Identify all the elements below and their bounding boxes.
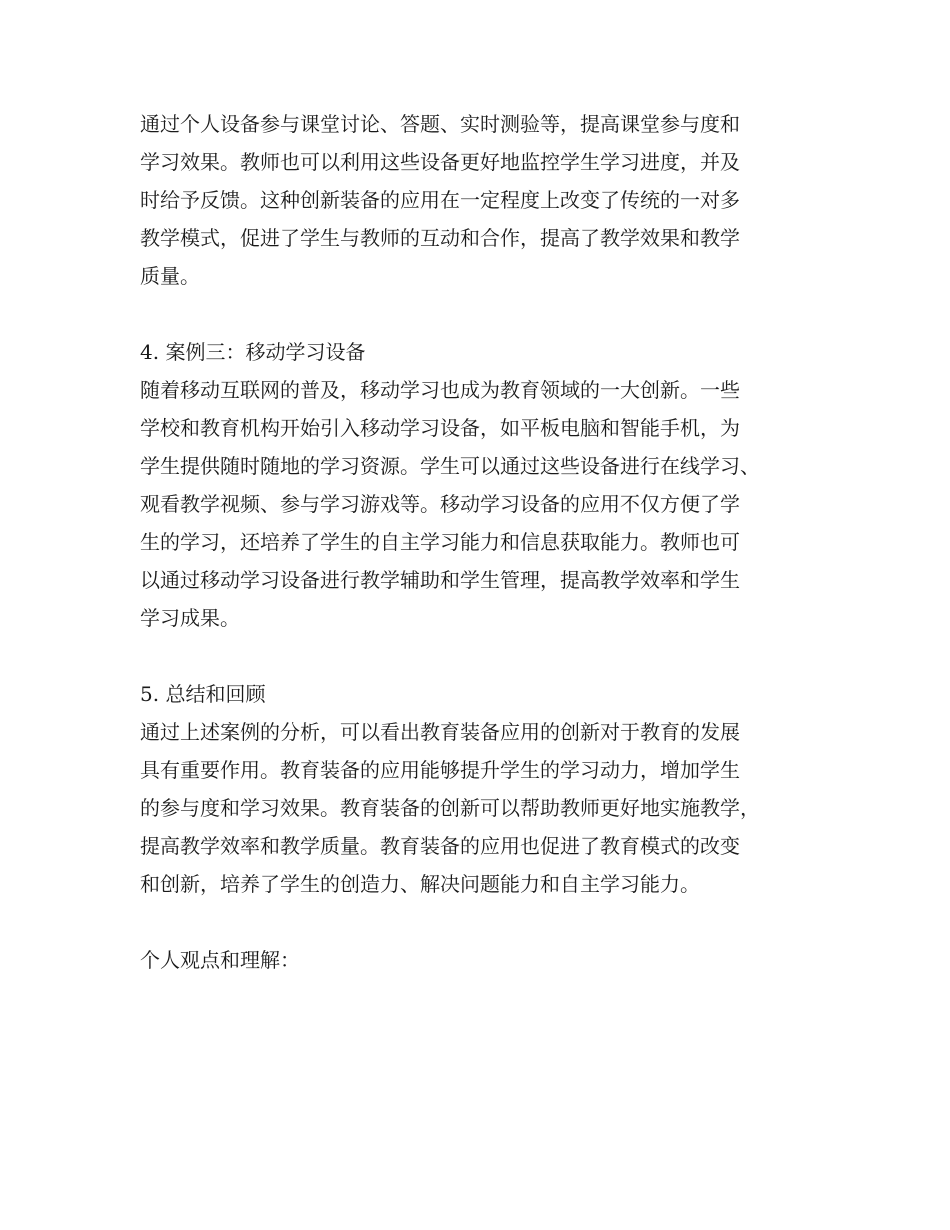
text-line: 以通过移动学习设备进行教学辅助和学生管理，提高教学效率和学生 bbox=[140, 568, 740, 592]
text-line: 随着移动互联网的普及，移动学习也成为教育领域的一大创新。一些 bbox=[140, 378, 740, 402]
text-line: 学习效果。教师也可以利用这些设备更好地监控学生学习进度，并及 bbox=[140, 150, 740, 174]
document-body bbox=[140, 105, 840, 979]
section-summary bbox=[140, 675, 840, 903]
text-line: 观看教学视频、参与学习游戏等。移动学习设备的应用不仅方便了学 bbox=[140, 492, 740, 516]
section-heading: 个人观点和理解： bbox=[140, 948, 300, 972]
section-personal-view bbox=[140, 941, 840, 979]
text-line: 通过上述案例的分析，可以看出教育装备应用的创新对于教育的发展 bbox=[140, 720, 740, 744]
text-line: 学生提供随时随地的学习资源。学生可以通过这些设备进行在线学习、 bbox=[140, 454, 760, 478]
text-line: 的参与度和学习效果。教育装备的创新可以帮助教师更好地实施教学， bbox=[140, 796, 760, 820]
text-line: 学习成果。 bbox=[140, 606, 240, 630]
text-line: 通过个人设备参与课堂讨论、答题、实时测验等，提高课堂参与度和 bbox=[140, 112, 740, 136]
text-line: 具有重要作用。教育装备的应用能够提升学生的学习动力，增加学生 bbox=[140, 758, 740, 782]
paragraph-gap bbox=[140, 295, 840, 333]
text-line: 质量。 bbox=[140, 264, 200, 288]
text-line: 生的学习，还培养了学生的自主学习能力和信息获取能力。教师也可 bbox=[140, 530, 740, 554]
section-heading: 4. 案例三：移动学习设备 bbox=[140, 340, 366, 364]
paragraph-gap bbox=[140, 637, 840, 675]
text-line: 教学模式，促进了学生与教师的互动和合作，提高了教学效果和教学 bbox=[140, 226, 740, 250]
text-line: 提高教学效率和教学质量。教育装备的应用也促进了教育模式的改变 bbox=[140, 834, 740, 858]
text-line: 和创新，培养了学生的创造力、解决问题能力和自主学习能力。 bbox=[140, 872, 700, 896]
paragraph-gap bbox=[140, 903, 840, 941]
section-heading: 5. 总结和回顾 bbox=[140, 682, 266, 706]
text-line: 学校和教育机构开始引入移动学习设备，如平板电脑和智能手机，为 bbox=[140, 416, 740, 440]
paragraph-continuation bbox=[140, 105, 840, 295]
text-line: 时给予反馈。这种创新装备的应用在一定程度上改变了传统的一对多 bbox=[140, 188, 740, 212]
section-case-three bbox=[140, 333, 840, 637]
